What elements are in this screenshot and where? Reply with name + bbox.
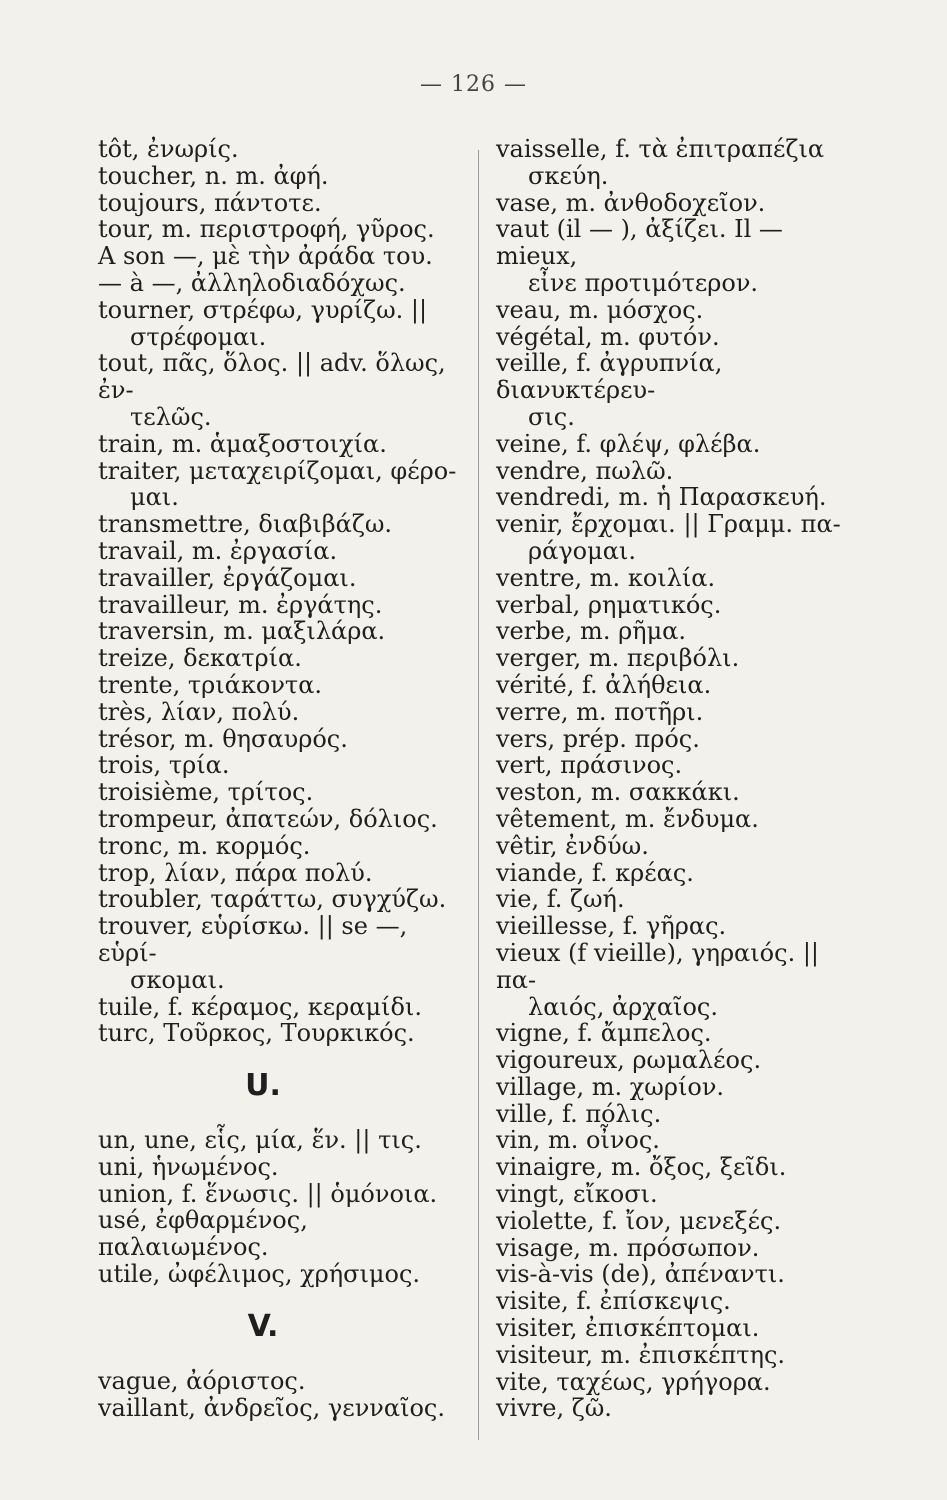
dictionary-entry xyxy=(496,1047,866,1074)
entry-line: visite, f. ἐπίσκεψις. xyxy=(496,1287,731,1316)
entry-line: tuile, f. κέραμος, κεραμίδι. xyxy=(98,992,422,1021)
entry-continuation: σις. xyxy=(528,402,575,431)
entry-line: vendre, πωλῶ. xyxy=(496,456,674,485)
dictionary-entry xyxy=(496,752,866,779)
dictionary-entry xyxy=(98,511,468,538)
dictionary-entry xyxy=(496,431,866,458)
dictionary-entry xyxy=(496,645,866,672)
entry-continuation: σκεύη. xyxy=(528,161,609,190)
dictionary-entry xyxy=(98,833,468,860)
dictionary-entry xyxy=(98,618,468,645)
entry-line: toujours, πάντοτε. xyxy=(98,188,322,217)
entry-line: tronc, m. κορμός. xyxy=(98,831,311,860)
dictionary-entry xyxy=(496,1181,866,1208)
entry-line: travailler, ἐργάζομαι. xyxy=(98,563,357,592)
entry-line: trouver, εὑρίσκω. || se —, εὑρί- xyxy=(98,912,408,967)
entry-line: trente, τριάκοντα. xyxy=(98,670,323,699)
entry-continuation: λαιός, ἀρχαῖος. xyxy=(528,992,718,1021)
dictionary-entry xyxy=(98,297,468,351)
dictionary-entry xyxy=(496,1208,866,1235)
dictionary-entry xyxy=(496,136,866,190)
entry-line: vie, f. ζωή. xyxy=(496,885,625,914)
entry-line: tôt, ἐνωρίς. xyxy=(98,135,239,163)
dictionary-entry xyxy=(496,860,866,887)
column-divider xyxy=(478,150,479,1440)
dictionary-entry xyxy=(496,1342,866,1369)
entry-line: vieillesse, f. γῆρας. xyxy=(496,912,727,941)
dictionary-entry xyxy=(98,752,468,779)
dictionary-entry xyxy=(496,699,866,726)
dictionary-entry xyxy=(98,726,468,753)
entry-line: utile, ὠφέλιμος, χρήσιμος. xyxy=(98,1260,421,1289)
dictionary-entry xyxy=(98,645,468,672)
entry-line: vers, prép. πρός. xyxy=(496,724,700,753)
entry-line: vite, ταχέως, γρήγορα. xyxy=(496,1367,771,1396)
dictionary-entry xyxy=(496,216,866,296)
entry-line: trois, τρία. xyxy=(98,751,230,780)
dictionary-entry xyxy=(98,592,468,619)
entry-line: usé, ἐφθαρμένος, παλαιωμένος. xyxy=(98,1206,308,1262)
entry-continuation: ράγομαι. xyxy=(528,536,636,565)
entry-line: visage, m. πρόσωπον. xyxy=(496,1233,760,1262)
dictionary-entry xyxy=(98,136,468,163)
entry-line: transmettre, διαβιβάζω. xyxy=(98,510,393,539)
dictionary-entry xyxy=(496,1288,866,1315)
entry-line: tour, m. περιστροφή, γῦρος. xyxy=(98,215,435,244)
dictionary-entry xyxy=(496,324,866,351)
entry-line: troubler, ταράττω, συγχύζω. xyxy=(98,885,447,914)
entry-line: vêtement, m. ἔνδυμα. xyxy=(496,804,759,833)
t-entries xyxy=(98,136,468,1047)
entry-line: vêtir, ἐνδύω. xyxy=(496,831,649,860)
entry-line: A son —, μὲ τὴν ἀράδα του. xyxy=(98,242,433,271)
entry-line: ville, f. πόλις. xyxy=(496,1099,662,1128)
dictionary-entry xyxy=(98,779,468,806)
entry-line: violette, f. ἴον, μενεξές. xyxy=(496,1206,782,1235)
dictionary-entry xyxy=(98,1261,468,1288)
dictionary-entry xyxy=(496,779,866,806)
dictionary-entry xyxy=(98,1207,468,1261)
entry-line: trésor, m. θησαυρός. xyxy=(98,724,348,753)
dictionary-entry xyxy=(98,458,468,512)
entry-line: verger, m. περιβόλι. xyxy=(496,644,740,673)
dictionary-entry xyxy=(496,833,866,860)
dictionary-entry xyxy=(496,672,866,699)
entry-line: train, m. ἁμαξοστοιχία. xyxy=(98,429,387,458)
dictionary-entry xyxy=(496,1315,866,1342)
dictionary-entry xyxy=(98,243,468,270)
entry-line: vigoureux, ρωμαλέος. xyxy=(496,1046,762,1075)
entry-line: — à —, ἀλληλοδιαδόχως. xyxy=(98,268,406,297)
dictionary-entry xyxy=(98,672,468,699)
dictionary-entry xyxy=(496,190,866,217)
entry-line: vase, m. ἀνθοδοχεῖον. xyxy=(496,188,766,217)
dictionary-entry xyxy=(496,886,866,913)
entry-line: union, f. ἕνωσις. || ὁμόνοια. xyxy=(98,1179,438,1208)
dictionary-entry xyxy=(98,913,468,993)
dictionary-entry xyxy=(98,538,468,565)
dictionary-entry xyxy=(496,940,866,1020)
v-entries xyxy=(98,1368,468,1422)
entry-line: toucher, n. m. ἀφή. xyxy=(98,161,329,190)
dictionary-entry xyxy=(496,297,866,324)
dictionary-entry xyxy=(496,484,866,511)
entry-line: viande, f. κρέας. xyxy=(496,858,694,887)
v-entries-right xyxy=(496,136,866,1422)
entry-line: vinaigre, m. ὄξος, ξεῖδι. xyxy=(496,1153,787,1182)
dictionary-entry xyxy=(98,806,468,833)
entry-line: traversin, m. μαξιλάρα. xyxy=(98,617,386,646)
dictionary-entry xyxy=(496,350,866,430)
dictionary-entry xyxy=(496,1369,866,1396)
dictionary-entry xyxy=(496,1074,866,1101)
dictionary-entry xyxy=(496,1235,866,1262)
entry-line: végétal, m. φυτόν. xyxy=(496,322,720,351)
dictionary-entry xyxy=(98,216,468,243)
entry-continuation: στρέφομαι. xyxy=(130,322,267,351)
dictionary-entry xyxy=(98,565,468,592)
entry-line: venir, ἔρχομαι. || Γραμμ. πα- xyxy=(496,510,841,539)
dictionary-entry xyxy=(98,1127,468,1154)
entry-line: veille, f. ἀγρυπνία, διανυκτέρευ- xyxy=(496,349,723,405)
dictionary-entry xyxy=(98,886,468,913)
dictionary-entry xyxy=(496,458,866,485)
dictionary-entry xyxy=(98,699,468,726)
entry-line: verre, m. ποτῆρι. xyxy=(496,697,704,726)
entry-line: veine, f. φλέψ, φλέβα. xyxy=(496,429,761,458)
entry-line: vaisselle, f. τὰ ἐπιτραπέζια xyxy=(496,135,825,163)
dictionary-entry xyxy=(98,1368,468,1395)
dictionary-entry xyxy=(98,1395,468,1422)
dictionary-entry xyxy=(98,994,468,1021)
entry-line: vin, m. οἶνος. xyxy=(496,1126,660,1155)
entry-continuation: σκομαι. xyxy=(130,965,225,994)
entry-line: veau, m. μόσχος. xyxy=(496,295,704,324)
entry-line: tourner, στρέφω, γυρίζω. || xyxy=(98,295,428,324)
entry-line: un, une, εἷς, μία, ἕν. || τις. xyxy=(98,1126,422,1155)
dictionary-entry xyxy=(98,1020,468,1047)
entry-line: trop, λίαν, πάρα πολύ. xyxy=(98,858,373,887)
entry-line: trompeur, ἀπατεών, δόλιος. xyxy=(98,804,438,833)
entry-line: vis-à-vis (de), ἀπέναντι. xyxy=(496,1260,785,1289)
section-letter-u: U. xyxy=(245,1068,281,1104)
dictionary-entry xyxy=(496,1261,866,1288)
entry-line: vieux (f vieille), γηραιός. || πα- xyxy=(496,938,819,994)
dictionary-entry xyxy=(496,592,866,619)
dictionary-entry xyxy=(98,1181,468,1208)
dictionary-entry xyxy=(496,565,866,592)
page-number: — 126 — xyxy=(420,72,527,97)
entry-continuation: εἶνε προτιμότερον. xyxy=(528,268,759,297)
entry-line: vague, ἀόριστος. xyxy=(98,1366,306,1395)
entry-line: vert, πράσινος. xyxy=(496,751,683,780)
dictionary-entry xyxy=(496,1020,866,1047)
dictionary-entry xyxy=(496,806,866,833)
dictionary-entry xyxy=(496,618,866,645)
dictionary-entry xyxy=(98,190,468,217)
dictionary-entry xyxy=(496,726,866,753)
dictionary-entry xyxy=(496,1127,866,1154)
entry-line: veston, m. σακκάκι. xyxy=(496,778,740,807)
right-column xyxy=(496,136,866,1422)
entry-line: village, m. χωρίον. xyxy=(496,1072,725,1101)
dictionary-entry xyxy=(98,431,468,458)
entry-line: traiter, μεταχειρίζομαι, φέρο- xyxy=(98,456,457,485)
entry-line: vivre, ζῶ. xyxy=(496,1394,612,1423)
left-column xyxy=(98,136,468,1421)
dictionary-entry xyxy=(496,913,866,940)
entry-line: tout, πᾶς, ὅλος. || adv. ὅλως, ἐν- xyxy=(98,349,446,405)
dictionary-entry xyxy=(98,350,468,430)
entry-line: treize, δεκατρία. xyxy=(98,644,302,673)
u-entries xyxy=(98,1127,468,1288)
dictionary-entry xyxy=(98,163,468,190)
dictionary-entry xyxy=(98,860,468,887)
entry-line: vaut (il — ), ἀξίζει. Il — mieux, xyxy=(496,215,783,271)
entry-line: turc, Τοῦρκος, Τουρκικός. xyxy=(98,1019,415,1048)
dictionary-entry xyxy=(98,270,468,297)
entry-line: vingt, εἴκοσι. xyxy=(496,1180,658,1209)
entry-line: ventre, m. κοιλία. xyxy=(496,563,716,592)
entry-line: vaillant, ἀνδρεῖος, γενναῖος. xyxy=(98,1393,446,1422)
entry-line: visiter, ἐπισκέπτομαι. xyxy=(496,1314,760,1343)
dictionary-entry xyxy=(98,1154,468,1181)
entry-line: vérité, f. ἀλήθεια. xyxy=(496,670,712,699)
entry-line: vendredi, m. ἡ Παρασκευή. xyxy=(496,483,827,512)
entry-line: travailleur, m. ἐργάτης. xyxy=(98,590,383,619)
entry-line: verbe, m. ρῆμα. xyxy=(496,617,686,646)
dictionary-entry xyxy=(496,1395,866,1422)
entry-line: travail, m. ἐργασία. xyxy=(98,536,338,565)
entry-continuation: τελῶς. xyxy=(130,402,212,431)
entry-line: verbal, ρηματικός. xyxy=(496,590,722,619)
entry-line: très, λίαν, πολύ. xyxy=(98,697,300,726)
entry-line: troisième, τρίτος. xyxy=(98,778,314,807)
dictionary-entry xyxy=(496,1101,866,1128)
entry-line: vigne, f. ἄμπελος. xyxy=(496,1019,712,1048)
dictionary-entry xyxy=(496,1154,866,1181)
section-letter-v: V. xyxy=(247,1308,279,1344)
dictionary-entry xyxy=(496,511,866,565)
entry-line: uni, ἡνωμένος. xyxy=(98,1152,279,1181)
entry-line: visiteur, m. ἐπισκέπτης. xyxy=(496,1340,786,1369)
entry-continuation: μαι. xyxy=(130,483,179,512)
